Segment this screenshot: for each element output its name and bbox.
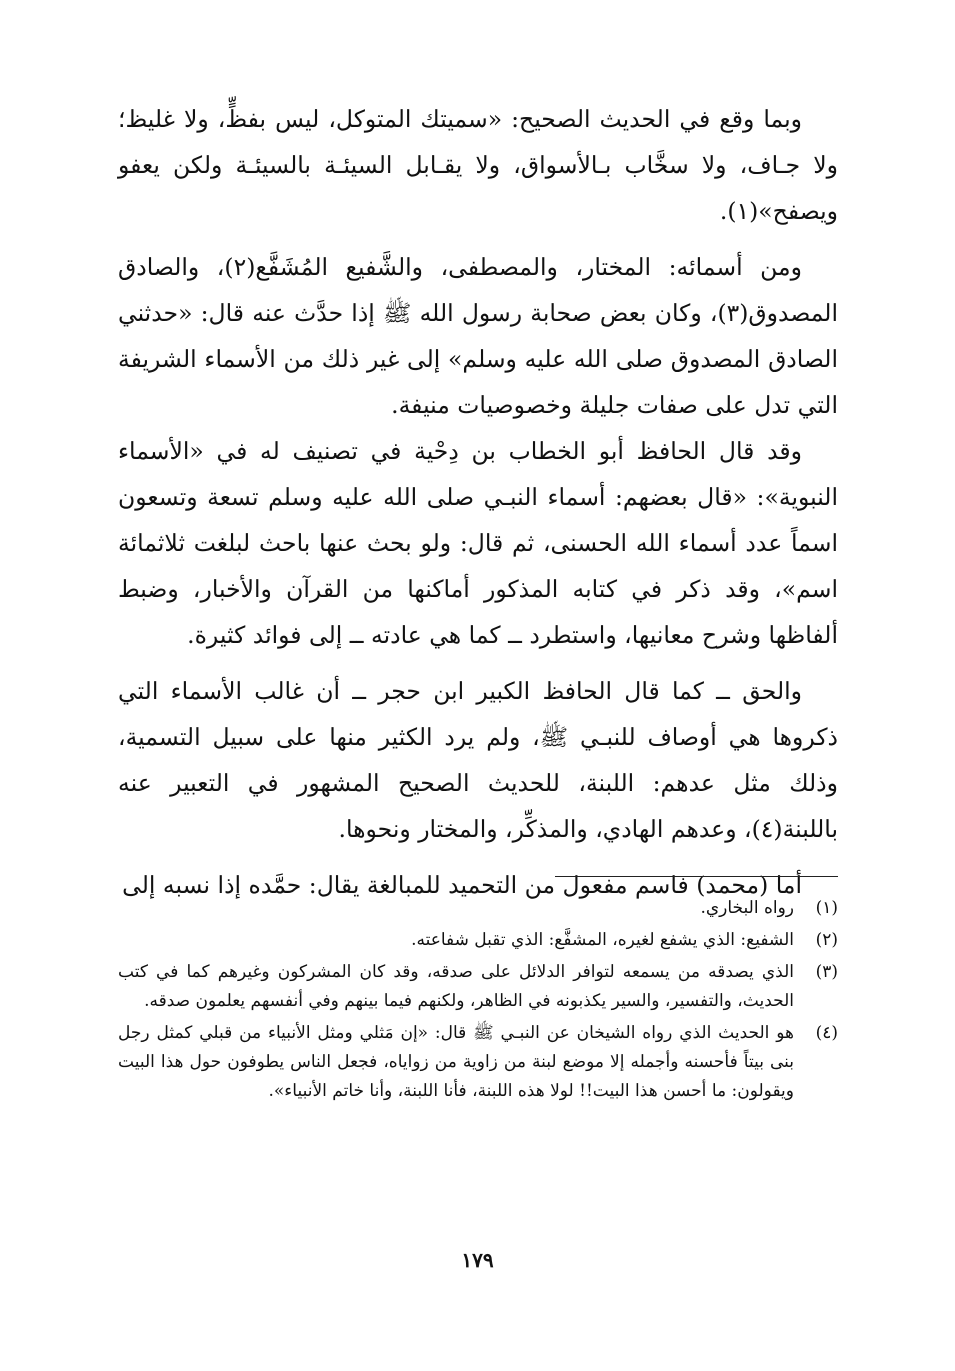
footnote-text: الذي يصدقه من يسمعه لتوافر الدلائل على صدقه، وقد كان المشركون وغيرهم كما في كتب الحديث، والتفسير، والسير يكذبونه في الظاهر، ولكنهم فيما بينهم وفي أنفسهم يعلمون صدقه. bbox=[118, 962, 794, 1011]
footnote bbox=[118, 958, 838, 1016]
main-text bbox=[118, 96, 838, 908]
footnotes bbox=[118, 894, 838, 1109]
footnote-text: هو الحديث الذي رواه الشيخان عن النبـي ﷺ قال: «إن مَثلي ومثل الأنبياء من قبلي كمثل رجل بنى بيتاً فأحسنه وأجمله إلا موضع لبنة من زاوية من زواياه، فجعل الناس يطوفون حول هذا البيت ويقولون: ما أحسن هذا البيت!! لولا هذه اللبنة، فأنا اللبنة، وأنا خاتم الأنبياء». bbox=[118, 1023, 794, 1101]
paragraph: أما (محمد) فاسم مفعول من التحميد للمبالغة يقال: حمَّده إذا نسبه إلى bbox=[122, 871, 802, 899]
footnote-number: (٤) bbox=[815, 1023, 838, 1043]
page-number: ١٧٩ bbox=[461, 1248, 494, 1272]
footnote bbox=[118, 1019, 838, 1106]
paragraph: ومن أسمائه: المختار، والمصطفى، والشَّفيع المُشَفَّع(٢)، والصادق المصدوق(٣)، وكان بعض صحابة رسول الله ﷺ إذا حدَّث عنه قال: «حدثني الصادق المصدوق صلى الله عليه وسلم» إلى غير ذلك من الأسماء الشريفة التي تدل على صفات جليلة وخصوصيات منيفة. bbox=[118, 253, 838, 419]
footnote-number: (١) bbox=[815, 898, 838, 918]
footnote-text: الشفيع: الذي يشفع لغيره، المشفَّع: الذي تقبل شفاعته. bbox=[411, 930, 794, 950]
paragraph: وبما وقع في الحديث الصحيح: «سميتك المتوكل، ليس بفظٍّ، ولا غليظ؛ ولا جـاف، ولا سخَّاب بـالأسواق، ولا يقـابل السيئـة بالسيئـة ولكن يعفو ويصفح»(١). bbox=[118, 105, 838, 225]
paragraph: والحق ــ كما قال الحافظ الكبير ابن حجر ــ أن غالب الأسماء التي ذكروها هي أوصاف للنبـي ﷺ، ولم يرد الكثير منها على سبيل التسمية، وذلك مثل عدهم: اللبنة، للحديث الصحيح المشهور في التعبير عنه باللبنة(٤)، وعدهم الهادي، والمذكِّر، والمختار ونحوها. bbox=[118, 677, 838, 843]
footnote-text: رواه البخاري. bbox=[700, 898, 794, 918]
footnote-divider bbox=[555, 876, 838, 877]
footnote bbox=[118, 894, 838, 923]
footnote-number: (٢) bbox=[815, 930, 838, 950]
footnote-number: (٣) bbox=[815, 962, 838, 982]
paragraph: وقد قال الحافظ أبو الخطاب بن دِحْية في تصنيف له في «الأسماء النبوية»: «قال بعضهم: أسماء النبـي صلى الله عليه وسلم تسعة وتسعون اسماً عدد أسماء الله الحسنى، ثم قال: ولو بحث عنها باحث لبلغت ثلاثمائة اسم»، وقد ذكر في كتابه المذكور أماكنها من القرآن والأخبار، وضبط ألفاظها وشرح معانيها، واستطرد ــ كما هي عادته ــ إلى فوائد كثيرة. bbox=[118, 437, 838, 649]
footnote bbox=[118, 926, 838, 955]
